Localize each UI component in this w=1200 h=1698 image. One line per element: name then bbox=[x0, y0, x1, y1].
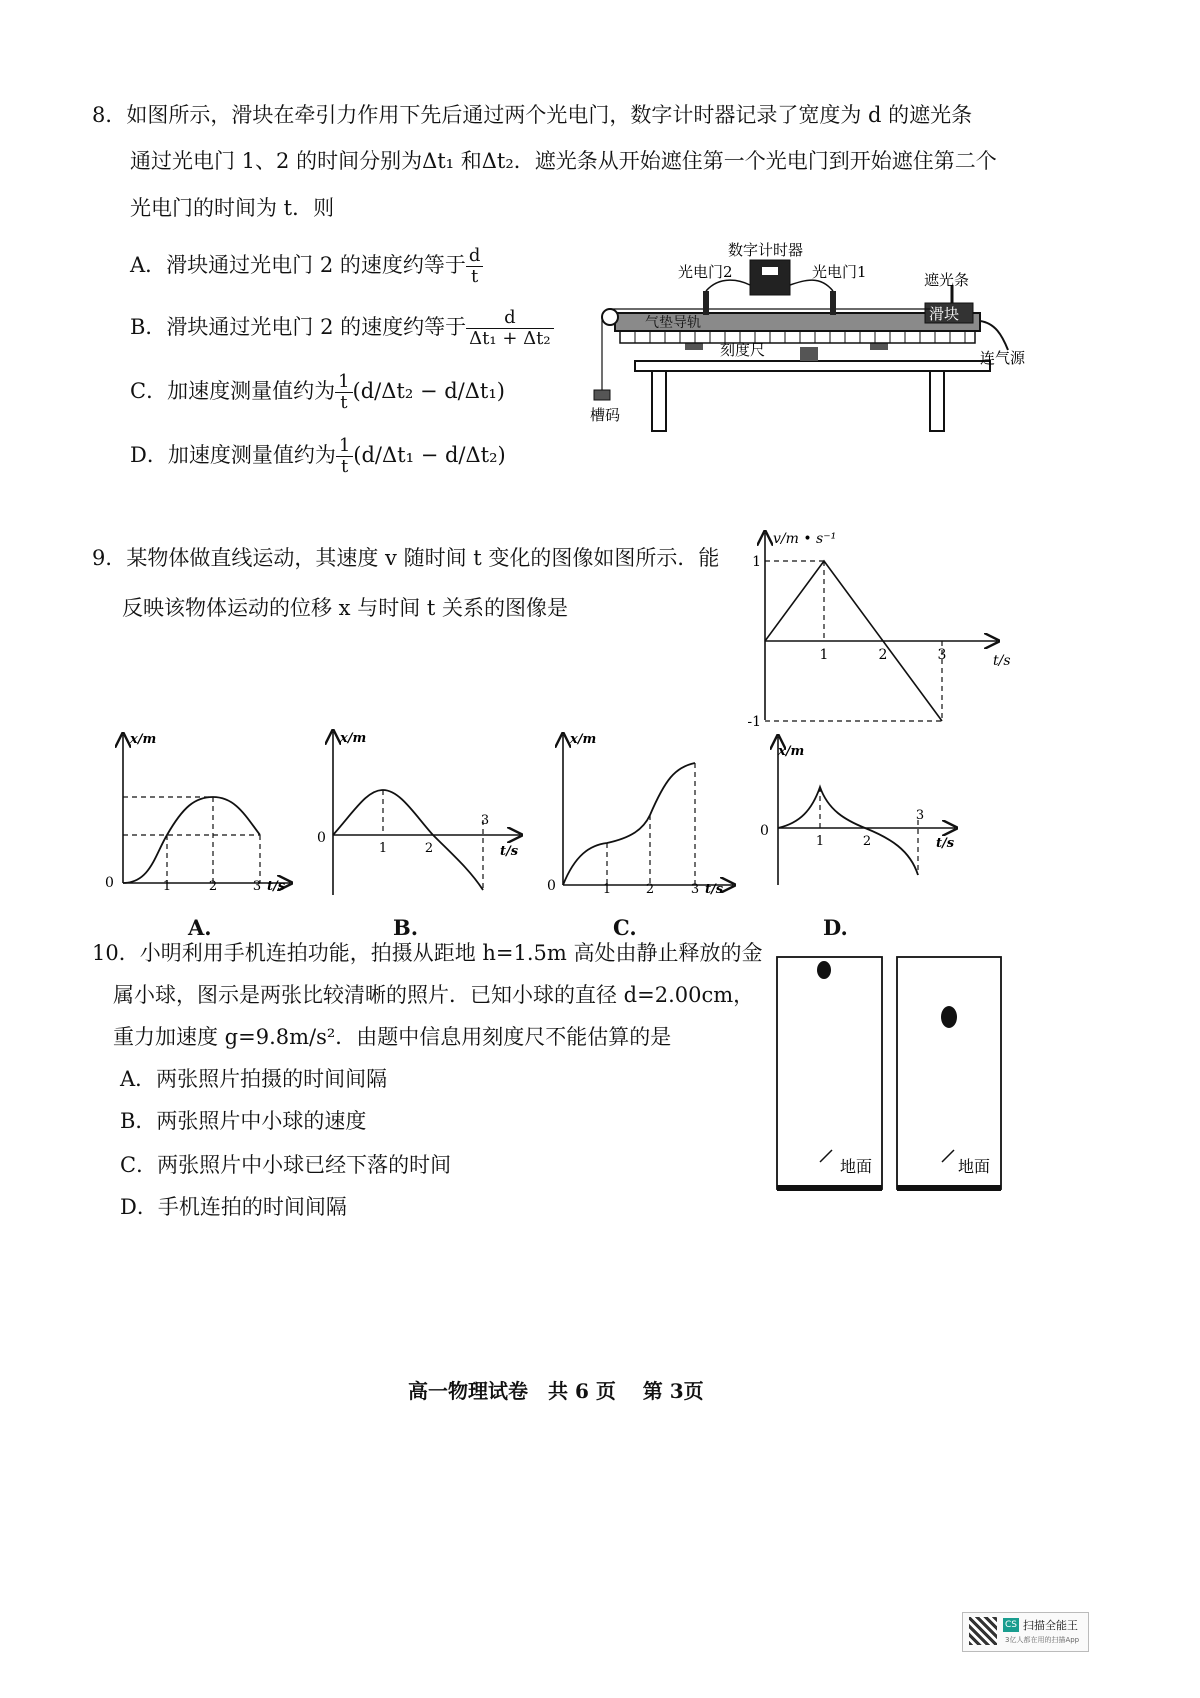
fraction: $\frac{d}{\text{Δt₁ + Δt₂}}$ bbox=[466, 308, 553, 349]
tick-label: 1 bbox=[162, 879, 172, 894]
q9-line2: 反映该物体运动的位移 x 与时间 t 关系的图像是 bbox=[122, 596, 568, 620]
table-leg-left bbox=[652, 371, 666, 431]
q10-option-c: C．两张照片中小球已经下落的时间 bbox=[120, 1153, 452, 1177]
origin-label: 0 bbox=[760, 823, 769, 839]
strip-label: 遮光条 bbox=[924, 271, 970, 289]
option-text: C．加速度测量值约为 bbox=[130, 379, 336, 403]
timer-label: 数字计时器 bbox=[728, 241, 804, 259]
option-text: D．加速度测量值约为 bbox=[130, 443, 336, 467]
vt-chart bbox=[735, 525, 1030, 745]
tick-label: 3 bbox=[252, 879, 262, 894]
timer-display bbox=[762, 267, 778, 275]
xt-xlabel: t/s bbox=[500, 844, 519, 859]
page-footer: 高一物理试卷 共 6 页 第 3页 bbox=[408, 1379, 704, 1403]
photogate-2 bbox=[703, 291, 709, 315]
xt-curve bbox=[563, 763, 695, 885]
slider-label: 滑块 bbox=[929, 305, 960, 323]
qr-code-icon bbox=[969, 1617, 997, 1645]
q10-line2: 属小球，图示是两张比较清晰的照片．已知小球的直径 d=2.00cm， bbox=[113, 983, 755, 1007]
xt-curve bbox=[123, 797, 260, 883]
xt-xlabel: t/s bbox=[267, 879, 286, 894]
photos-figure bbox=[770, 950, 1010, 1200]
vt-tick-label: 1 bbox=[752, 554, 761, 570]
tick-label: 2 bbox=[208, 879, 218, 894]
gate2-label: 光电门2 bbox=[678, 263, 733, 281]
ball bbox=[941, 1006, 957, 1028]
q8-line3: 光电门的时间为 t．则 bbox=[130, 196, 335, 220]
option-expression: (d/Δt₁ − d/Δt₂) bbox=[353, 443, 506, 467]
vt-tick-label: 3 bbox=[937, 647, 947, 663]
q8-option-c bbox=[130, 366, 505, 416]
tick-label: 1 bbox=[602, 882, 612, 897]
tick-label: 3 bbox=[480, 813, 490, 828]
option-label-d: D. bbox=[823, 915, 848, 940]
ground-line bbox=[897, 1185, 1001, 1191]
tick-label: 2 bbox=[424, 841, 434, 856]
ruler bbox=[620, 331, 975, 343]
vt-tick-label: -1 bbox=[747, 714, 761, 730]
xt-curve bbox=[778, 787, 918, 875]
table-top bbox=[635, 361, 990, 371]
fraction: $\frac{d}{t}$ bbox=[466, 246, 484, 287]
q10-option-d: D．手机连拍的时间间隔 bbox=[120, 1195, 347, 1219]
support bbox=[800, 347, 818, 361]
vt-ylabel: v/m • s⁻¹ bbox=[773, 531, 837, 547]
xt-ylabel: x/m bbox=[130, 732, 157, 747]
tick-label: 1 bbox=[815, 834, 825, 849]
tick-label: 1 bbox=[378, 841, 388, 856]
q8-option-d bbox=[130, 430, 506, 480]
q8-option-a bbox=[130, 240, 483, 290]
xt-xlabel: t/s bbox=[936, 836, 955, 851]
xt-graph-a bbox=[95, 725, 295, 900]
xt-ylabel: x/m bbox=[778, 744, 805, 759]
xt-curve bbox=[333, 790, 483, 890]
q10-line1: 10．小明利用手机连拍功能，拍摄从距地 h=1.5m 高处由静止释放的金 bbox=[92, 941, 763, 965]
table-leg-right bbox=[930, 371, 944, 431]
photogate-1 bbox=[830, 291, 836, 315]
digital-timer bbox=[750, 260, 790, 295]
fraction: $\frac{1}{t}$ bbox=[336, 436, 353, 477]
vt-xlabel: t/s bbox=[993, 653, 1011, 669]
q10-line3: 重力加速度 g=9.8m/s²．由题中信息用刻度尺不能估算的是 bbox=[113, 1025, 672, 1049]
tick-label: 2 bbox=[645, 882, 655, 897]
origin-label: 0 bbox=[105, 875, 114, 891]
xt-graph-d bbox=[750, 725, 965, 900]
tick-label: 3 bbox=[690, 882, 700, 897]
photo-1 bbox=[777, 957, 882, 1189]
wire bbox=[790, 280, 833, 291]
xt-ylabel: x/m bbox=[570, 732, 597, 747]
option-text: B．滑块通过光电门 2 的速度约等于 bbox=[130, 315, 467, 339]
ground-line bbox=[777, 1185, 882, 1191]
xt-ylabel: x/m bbox=[340, 731, 367, 746]
origin-label: 0 bbox=[317, 830, 326, 846]
xt-graph-b bbox=[305, 720, 525, 900]
ground-label: 地面 bbox=[958, 1157, 991, 1176]
option-label-c: C. bbox=[613, 915, 637, 940]
q10-option-b: B．两张照片中小球的速度 bbox=[120, 1109, 367, 1133]
xt-xlabel: t/s bbox=[705, 882, 724, 897]
scanner-watermark bbox=[962, 1612, 1089, 1652]
watermark-title: 扫描全能王 bbox=[1023, 1619, 1078, 1632]
watermark-subtitle: 3亿人都在用的扫描App bbox=[1005, 1636, 1080, 1644]
cs-logo-icon: CS bbox=[1005, 1620, 1017, 1630]
q8-line1: 8．如图所示，滑块在牵引力作用下先后通过两个光电门，数字计时器记录了宽度为 d 的遮光条 bbox=[92, 103, 973, 127]
ruler-label: 刻度尺 bbox=[720, 341, 766, 359]
air-track-figure bbox=[590, 235, 1040, 435]
ball bbox=[817, 961, 831, 979]
option-expression: (d/Δt₂ − d/Δt₁) bbox=[352, 379, 505, 403]
q8-line2: 通过光电门 1、2 的时间分别为Δt₁ 和Δt₂．遮光条从开始遮住第一个光电门到开始遮住第二个 bbox=[130, 149, 997, 173]
wire bbox=[706, 280, 750, 291]
gate1-label: 光电门1 bbox=[812, 263, 867, 281]
weight-label: 槽码 bbox=[590, 406, 621, 424]
vt-tick-label: 1 bbox=[819, 647, 829, 663]
air-hose bbox=[980, 321, 1008, 350]
tick-label: 2 bbox=[862, 834, 872, 849]
weight bbox=[594, 390, 610, 400]
fraction: $\frac{1}{t}$ bbox=[335, 372, 352, 413]
q8-option-b bbox=[130, 302, 554, 352]
q9-line1: 9．某物体做直线运动，其速度 v 随时间 t 变化的图像如图所示．能 bbox=[92, 546, 720, 570]
option-text: A．滑块通过光电门 2 的速度约等于 bbox=[130, 253, 466, 277]
vt-tick-label: 2 bbox=[878, 647, 888, 663]
pulley bbox=[602, 309, 618, 325]
q10-option-a: A．两张照片拍摄的时间间隔 bbox=[120, 1067, 388, 1091]
xt-graph-c bbox=[535, 725, 740, 900]
option-label-a: A. bbox=[188, 915, 212, 940]
origin-label: 0 bbox=[547, 878, 556, 894]
air-source-label: 连气源 bbox=[980, 349, 1026, 367]
ground-label: 地面 bbox=[840, 1157, 873, 1176]
option-label-b: B. bbox=[393, 915, 419, 940]
track-label: 气垫导轨 bbox=[645, 315, 701, 331]
tick-label: 3 bbox=[915, 808, 925, 823]
